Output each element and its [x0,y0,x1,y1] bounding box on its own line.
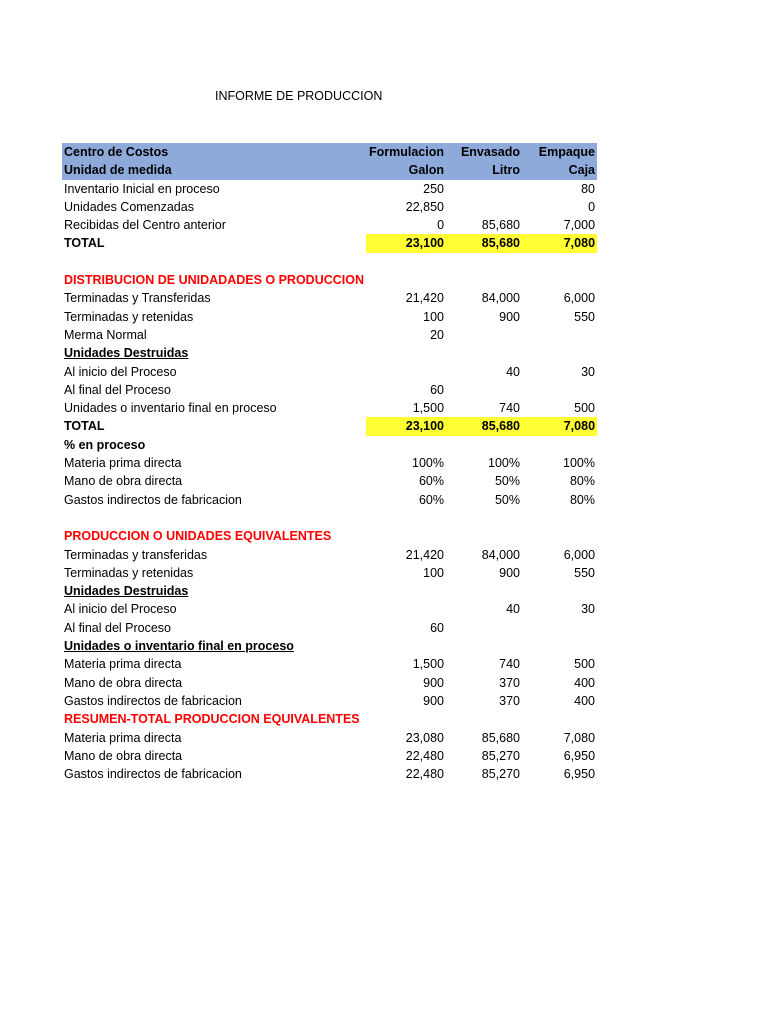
cell-empaque [522,253,597,271]
cell-envasado: 85,270 [481,767,521,782]
row-label: Mano de obra directa [64,474,183,489]
table-row [62,472,597,490]
total-row [62,234,597,252]
cell-envasado: 50% [494,474,521,489]
cell-empaque: 6,000 [563,547,596,562]
section-heading-row [62,710,597,728]
cell-envasado [446,344,522,362]
table-row [62,326,597,344]
cell-formulacion: Formulacion [366,143,446,161]
cell-empaque [522,637,597,655]
cell-empaque: 0 [588,199,596,214]
cell-envasado [446,582,522,600]
cell-formulacion: 250 [423,181,445,196]
cell-formulacion: 60% [418,492,445,507]
cell-formulacion [366,710,446,728]
row-label: Al inicio del Proceso [64,364,177,379]
table-row [62,509,597,527]
cell-formulacion: 23,100 [366,234,446,252]
row-label: Mano de obra directa [64,748,183,763]
cell-empaque [522,344,597,362]
cell-envasado [446,509,522,527]
cell-envasado [446,619,522,637]
cell-empaque: 7,080 [522,234,597,252]
row-label: Unidades o inventario final en proceso [64,401,277,416]
row-label: Unidades Comenzadas [64,199,194,214]
table-row [62,289,597,307]
cell-formulacion [366,271,446,289]
row-label: Unidades Destruidas [64,346,189,361]
cell-envasado [446,436,522,454]
section-heading-row [62,271,597,289]
row-label [62,253,366,271]
total-row [62,417,597,435]
report-title: INFORME DE PRODUCCION [215,89,383,103]
cell-empaque [522,527,597,545]
row-label: Recibidas del Centro anterior [64,218,226,233]
cell-formulacion: 60% [418,474,445,489]
cell-envasado: 85,270 [481,748,521,763]
table-row [62,546,597,564]
table-row [62,381,597,399]
row-label: RESUMEN-TOTAL PRODUCCION EQUIVALENTES [64,712,360,727]
cell-empaque: 6,000 [563,291,596,306]
cell-envasado: 740 [499,401,521,416]
header-row [62,161,597,179]
table-row [62,600,597,618]
row-label: TOTAL [64,419,105,434]
table-row [62,363,597,381]
cell-formulacion: 21,420 [405,547,445,562]
cell-empaque: 400 [574,675,596,690]
cell-formulacion: 60 [430,382,445,397]
cell-envasado: 370 [499,675,521,690]
cell-formulacion: 20 [430,327,445,342]
cell-envasado [446,637,522,655]
cell-envasado: 40 [506,364,521,379]
row-label: Al final del Proceso [64,382,172,397]
cell-envasado [446,527,522,545]
table-row [62,655,597,673]
row-label: Terminadas y transferidas [64,547,208,562]
table-row [62,198,597,216]
cell-empaque: 30 [581,602,596,617]
table-row [62,253,597,271]
cell-empaque: 500 [574,401,596,416]
table-row [62,619,597,637]
cell-formulacion: 100% [412,456,445,471]
table-row [62,454,597,472]
table-row [62,637,597,655]
cell-envasado [446,180,522,198]
cell-envasado: 900 [499,565,521,580]
row-label: Gastos indirectos de fabricacion [64,693,242,708]
production-report-table [62,143,597,783]
cell-empaque: 80 [581,181,596,196]
cell-formulacion: 23,100 [366,417,446,435]
row-label: Terminadas y retenidas [64,565,194,580]
row-label: Materia prima directa [64,456,182,471]
cell-formulacion: 21,420 [405,291,445,306]
row-label: Centro de Costos [62,143,366,161]
row-label: Materia prima directa [64,657,182,672]
cell-envasado: 50% [494,492,521,507]
row-label: TOTAL [64,236,105,251]
cell-envasado [446,326,522,344]
cell-formulacion: 1,500 [412,401,445,416]
cell-formulacion [366,582,446,600]
cell-empaque: 7,080 [563,730,596,745]
row-label: Merma Normal [64,327,147,342]
cell-envasado: 740 [499,657,521,672]
row-label: PRODUCCION O UNIDADES EQUIVALENTES [64,529,332,544]
cell-envasado: 900 [499,309,521,324]
cell-envasado: 85,680 [481,730,521,745]
cell-envasado: 100% [488,456,521,471]
cell-envasado: Envasado [446,143,522,161]
cell-formulacion: 22,850 [405,199,445,214]
row-label: Gastos indirectos de fabricacion [64,492,242,507]
row-label [62,509,366,527]
cell-formulacion: 22,480 [405,748,445,763]
cell-empaque: 100% [563,456,596,471]
cell-envasado: Litro [446,161,522,179]
cell-formulacion: 0 [437,218,445,233]
cell-envasado: 85,680 [481,218,521,233]
row-label: Materia prima directa [64,730,182,745]
row-label: DISTRIBUCION DE UNIDADADES O PRODUCCION [64,273,365,288]
cell-empaque: 80% [569,474,596,489]
row-label: Mano de obra directa [64,675,183,690]
cell-formulacion: 100 [423,565,445,580]
row-label: Terminadas y retenidas [64,309,194,324]
cell-empaque: 500 [574,657,596,672]
cell-empaque: 6,950 [563,748,596,763]
cell-empaque: 30 [581,364,596,379]
cell-empaque [522,619,597,637]
row-label: Unidad de medida [62,161,366,179]
table-row [62,308,597,326]
table-row [62,216,597,234]
cell-formulacion [366,253,446,271]
table-row [62,180,597,198]
table-row [62,564,597,582]
cell-formulacion: 900 [423,693,445,708]
cell-empaque: 6,950 [563,767,596,782]
table-row [62,491,597,509]
cell-empaque [522,436,597,454]
cell-formulacion: 22,480 [405,767,445,782]
table-row [62,729,597,747]
cell-envasado: 84,000 [481,291,521,306]
table-row [62,674,597,692]
cell-formulacion [366,527,446,545]
table-body [62,143,597,783]
cell-envasado [446,253,522,271]
header-row [62,143,597,161]
cell-formulacion [366,436,446,454]
cell-formulacion [366,509,446,527]
cell-formulacion: 900 [423,675,445,690]
table-row [62,747,597,765]
cell-empaque: 400 [574,693,596,708]
cell-empaque [522,582,597,600]
cell-empaque: 7,080 [522,417,597,435]
cell-empaque: Caja [522,161,597,179]
cell-empaque [522,710,597,728]
cell-envasado: 40 [506,602,521,617]
cell-envasado [446,271,522,289]
cell-empaque [522,271,597,289]
cell-formulacion [366,600,446,618]
cell-empaque: 550 [574,309,596,324]
table-row [62,582,597,600]
cell-empaque: 80% [569,492,596,507]
cell-empaque: Empaque [522,143,597,161]
cell-formulacion: 23,080 [405,730,445,745]
cell-envasado: 85,680 [446,234,522,252]
row-label: Inventario Inicial en proceso [64,181,220,196]
row-label: Al inicio del Proceso [64,602,177,617]
cell-envasado: 370 [499,693,521,708]
cell-empaque [522,326,597,344]
table-row [62,399,597,417]
row-label: Unidades Destruidas [64,584,189,599]
cell-formulacion: Galon [366,161,446,179]
row-label: Al final del Proceso [64,620,172,635]
cell-empaque: 7,000 [563,218,596,233]
row-label: Terminadas y Transferidas [64,291,211,306]
cell-envasado: 85,680 [446,417,522,435]
table-row [62,344,597,362]
cell-envasado: 84,000 [481,547,521,562]
row-label: Gastos indirectos de fabricacion [64,767,242,782]
cell-formulacion [366,344,446,362]
cell-envasado [446,710,522,728]
table-row [62,765,597,783]
cell-envasado [446,381,522,399]
cell-empaque: 550 [574,565,596,580]
cell-envasado [446,198,522,216]
row-label: % en proceso [64,437,146,452]
cell-formulacion: 100 [423,309,445,324]
table-row [62,436,597,454]
cell-formulacion [366,363,446,381]
cell-empaque [522,509,597,527]
row-label: Unidades o inventario final en proceso [64,639,294,654]
cell-formulacion: 60 [430,620,445,635]
cell-formulacion: 1,500 [412,657,445,672]
section-heading-row [62,527,597,545]
cell-formulacion [366,637,446,655]
table-row [62,692,597,710]
cell-empaque [522,381,597,399]
